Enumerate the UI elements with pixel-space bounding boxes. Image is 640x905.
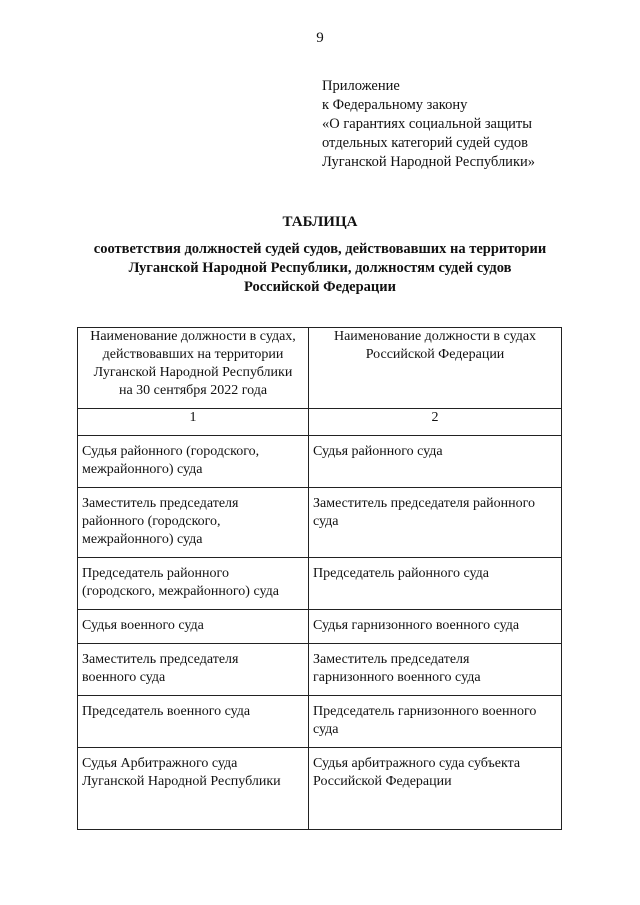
table-row — [78, 558, 562, 610]
header-line: Российской Федерации — [365, 347, 505, 362]
cell-line: Луганской Народной Республики — [82, 774, 281, 789]
subtitle-line: Российской Федерации — [243, 279, 396, 295]
table-cell-left — [78, 558, 309, 610]
table-cell-left — [78, 748, 309, 830]
cell-line: Заместитель председателя — [82, 496, 239, 511]
cell-line: Заместитель председателя — [313, 652, 470, 667]
cell-line: Судья районного суда — [313, 444, 443, 459]
cell-line: Председатель военного суда — [82, 704, 251, 719]
appendix-line: Приложение — [322, 78, 400, 94]
column-number: 1 — [78, 409, 309, 436]
positions-table — [77, 327, 562, 830]
appendix-line: к Федеральному закону — [322, 97, 468, 113]
subtitle-line: соответствия должностей судей судов, действовавших на территории — [93, 241, 547, 257]
appendix-line: «О гарантиях социальной защиты — [322, 116, 532, 132]
table-cell-right — [309, 748, 562, 830]
cell-line: суда — [313, 514, 339, 529]
header-cell-lnr — [78, 328, 309, 409]
cell-line: межрайонного) суда — [82, 532, 203, 547]
table-row — [78, 610, 562, 644]
header-line: действовавших на территории — [102, 347, 284, 362]
header-cell-rf — [309, 328, 562, 409]
table-cell-right — [309, 610, 562, 644]
table-cell-left — [78, 436, 309, 488]
cell-line: военного суда — [82, 670, 166, 685]
column-number: 2 — [309, 409, 562, 436]
appendix-line: отдельных категорий судей судов — [322, 135, 528, 151]
table-cell-right — [309, 558, 562, 610]
table-cell-right — [309, 436, 562, 488]
cell-line: (городского, межрайонного) суда — [82, 584, 279, 599]
cell-line: Российской Федерации — [313, 774, 452, 789]
table-row — [78, 488, 562, 558]
document-title: ТАБЛИЦА — [282, 214, 358, 230]
cell-line: Судья военного суда — [82, 618, 204, 633]
header-line: Луганской Народной Республики — [93, 365, 293, 380]
cell-line: Судья гарнизонного военного суда — [313, 618, 520, 633]
cell-line: Заместитель председателя районного — [313, 496, 536, 511]
table-header-row — [78, 328, 562, 409]
appendix-line: Луганской Народной Республики» — [322, 154, 535, 170]
header-line: на 30 сентября 2022 года — [118, 383, 268, 398]
cell-line: Председатель районного суда — [313, 566, 489, 581]
header-line: Наименование должности в судах, — [90, 329, 296, 344]
table-cell-left — [78, 696, 309, 748]
column-number-row — [78, 409, 562, 436]
cell-line: Судья Арбитражного суда — [82, 756, 238, 771]
cell-line: гарнизонного военного суда — [313, 670, 481, 685]
cell-line: суда — [313, 722, 339, 737]
table-row — [78, 748, 562, 830]
table-row — [78, 436, 562, 488]
cell-line: Председатель гарнизонного военного — [313, 704, 537, 719]
table-cell-left — [78, 488, 309, 558]
header-line: Наименование должности в судах — [333, 329, 537, 344]
table-cell-right — [309, 644, 562, 696]
table-row — [78, 644, 562, 696]
cell-line: межрайонного) суда — [82, 462, 203, 477]
document-subtitle — [60, 240, 580, 297]
cell-line: Судья районного (городского, — [82, 444, 260, 459]
cell-line: Заместитель председателя — [82, 652, 239, 667]
cell-line: Судья арбитражного суда субъекта — [313, 756, 521, 771]
table-cell-left — [78, 610, 309, 644]
table-cell-left — [78, 644, 309, 696]
subtitle-line: Луганской Народной Республики, должностям судей судов — [128, 260, 512, 276]
cell-line: районного (городского, — [82, 514, 221, 529]
page-number: 9 — [316, 30, 324, 46]
table-row — [78, 696, 562, 748]
appendix-note — [322, 77, 622, 172]
cell-line: Председатель районного — [82, 566, 229, 581]
table-cell-right — [309, 488, 562, 558]
table-cell-right — [309, 696, 562, 748]
